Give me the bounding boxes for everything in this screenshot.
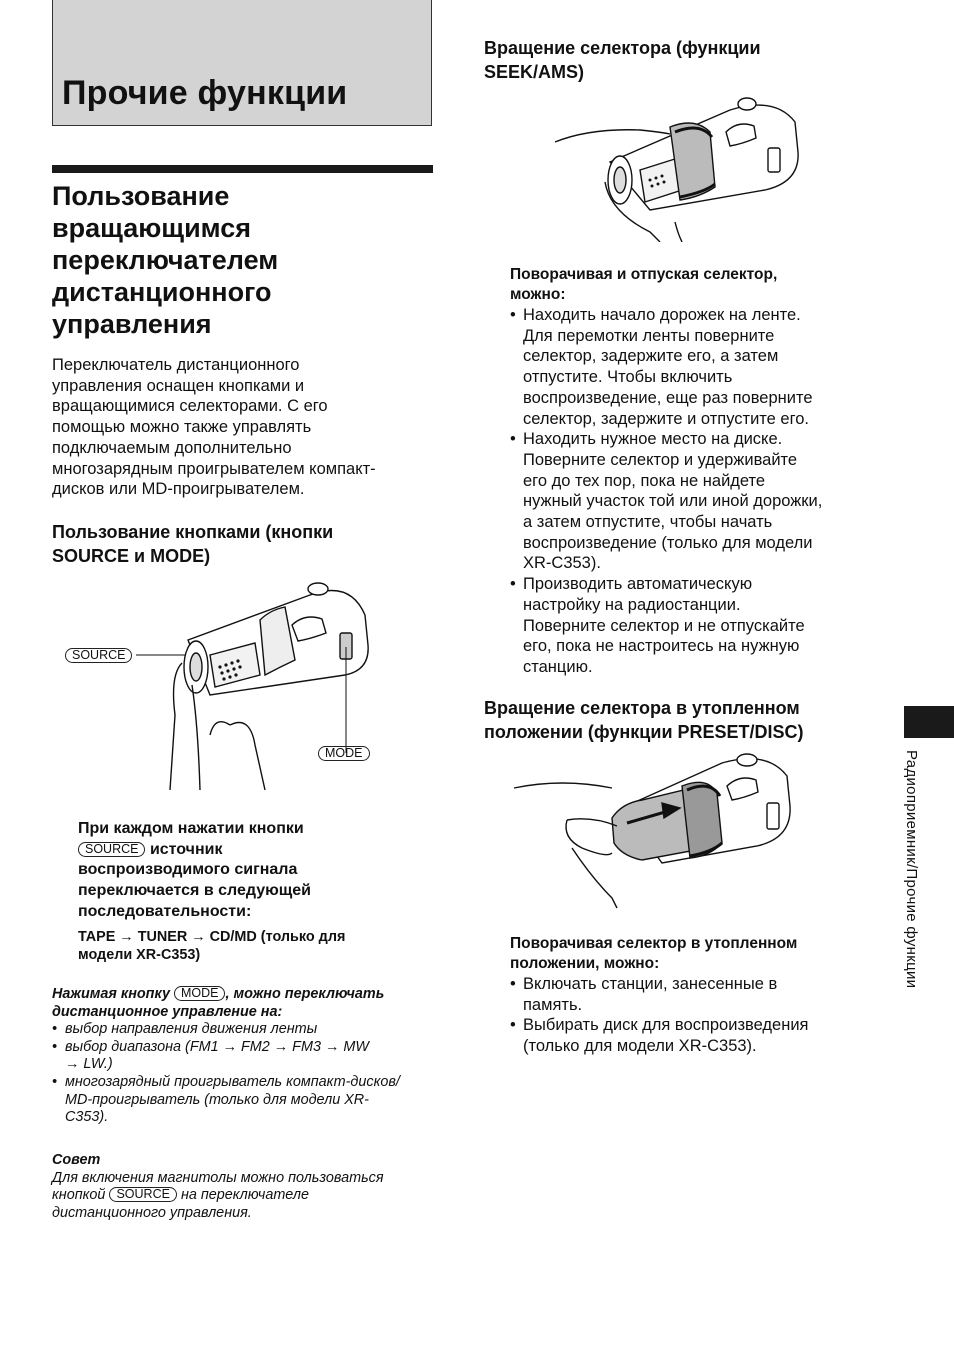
mode-press-text: Нажимая кнопку MODE , можно переключать дистанционное управление на: • выбор направления движения ленты • выбор диапазона (FM1 → FM2 → FM3 → MW → LW.) • многозарядный проигрыватель компакт-дисков/ MD-проигрыватель (только для модели XR- C353). — [52, 986, 437, 1127]
section-rule — [52, 165, 433, 173]
section-tab-marker — [904, 706, 954, 738]
source-inline-label: SOURCE — [78, 842, 145, 857]
title-box — [52, 0, 432, 126]
remote-buttons-illustration — [60, 575, 380, 795]
intro-paragraph: Переключатель дистанционного управления оснащен кнопками и вращающимися селекторами. С его помощью можно также управлять подключаемым дополнительно многозарядным проигрывателем компакт- дисков или MD-проигрывателем. — [52, 356, 376, 499]
list-item: • Выбирать диск для воспроизведения (только для модели XR-C353). — [510, 1015, 880, 1056]
seek-rotation-illustration — [550, 92, 805, 242]
side-section-label: Радиоприемник/Прочие функции — [903, 750, 920, 989]
mode-inline-label: MODE — [174, 986, 226, 1001]
source-press-text: При каждом нажатии кнопки SOURCE источник воспроизводимого сигнала переключается в следующей последовательности: — [78, 820, 312, 920]
section-title-line: дистанционного — [52, 277, 272, 307]
preset-subheading: Поворачивая селектор в утопленном положении, можно: — [510, 935, 798, 972]
tip-heading: Совет — [52, 1152, 101, 1168]
list-item: • выбор направления движения ленты — [52, 1021, 437, 1039]
seek-heading: Вращение селектора (функции SEEK/AMS) — [484, 38, 761, 82]
preset-list — [510, 974, 880, 1057]
section-title-line: вращающимся — [52, 213, 252, 243]
section-title-line: управления — [52, 309, 212, 339]
seek-subheading: Поворачивая и отпуская селектор, можно: — [510, 266, 778, 303]
page-title: Прочие функции — [62, 74, 348, 112]
list-item: • Находить нужное место на диске. Поверните селектор и удерживайте его до тех пор, пока не найдете нужный участок той или иной дорожки, а затем отпустите, чтобы начать воспроизведение (только для модели XR-C353). — [510, 429, 880, 574]
source-sequence: TAPE → TUNER → CD/MD (только для модели XR-C353) — [78, 929, 346, 963]
buttons-heading: Пользование кнопками (кнопки SOURCE и MODE) — [52, 522, 334, 566]
tip: Совет Для включения магнитолы можно пользоваться кнопкой SOURCE на переключателе дистанционного управления. — [52, 1152, 384, 1221]
list-item: • Включать станции, занесенные в память. — [510, 974, 880, 1015]
list-item: • выбор диапазона (FM1 → FM2 → FM3 → MW → LW.) — [52, 1039, 437, 1074]
preset-rotation-illustration — [512, 748, 802, 913]
seek-list — [510, 305, 880, 678]
section-title-line: переключателем — [52, 245, 279, 275]
list-item: • многозарядный проигрыватель компакт-дисков/ MD-проигрыватель (только для модели XR- C353). — [52, 1074, 437, 1127]
preset-heading: Вращение селектора в утопленном положении (функции PRESET/DISC) — [484, 698, 804, 742]
list-item: • Производить автоматическую настройку на радиостанции. Поверните селектор и не отпускайте его, пока не настроитесь на нужную станцию. — [510, 574, 880, 678]
mode-label: MODE — [318, 746, 370, 761]
source-inline-label: SOURCE — [109, 1187, 176, 1202]
source-label: SOURCE — [65, 648, 132, 663]
section-title — [52, 180, 432, 340]
section-title-line: Пользование — [52, 181, 230, 211]
list-item: • Находить начало дорожек на ленте. Для перемотки ленты поверните селектор, задержите его, а затем отпустите. Чтобы включить воспроизведение, еще раз поверните селектор, задержите и отпустите его. — [510, 305, 880, 429]
